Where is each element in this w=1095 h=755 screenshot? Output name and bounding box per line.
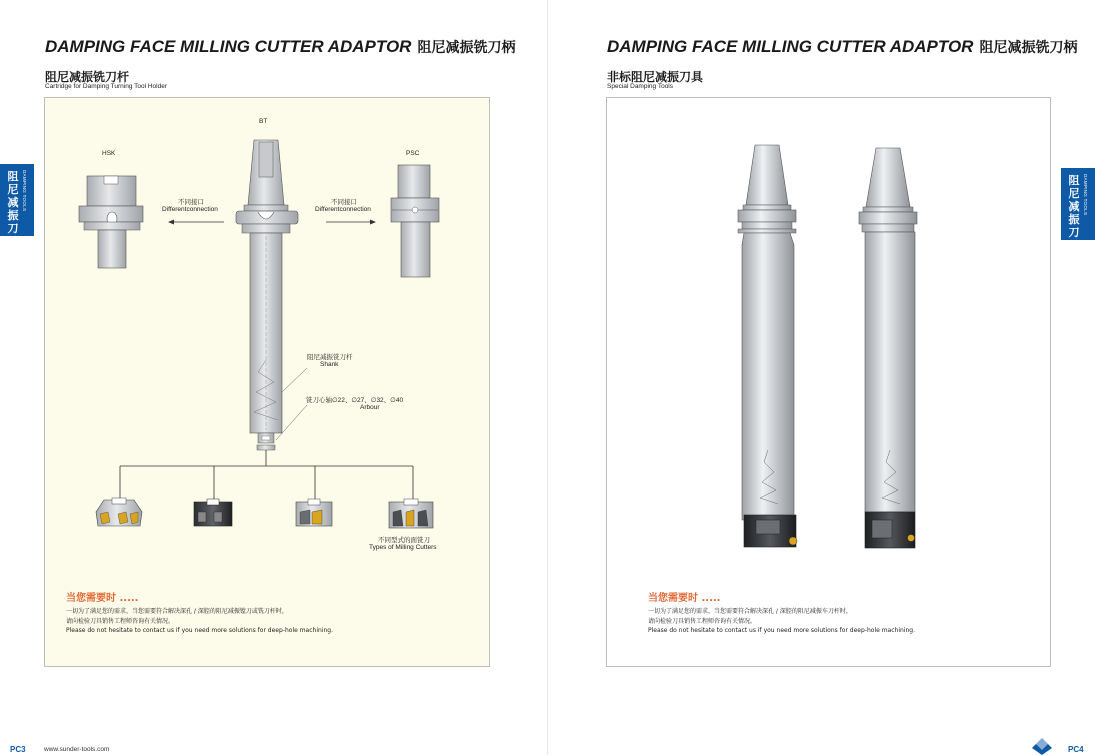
- title-en-right: DAMPING FACE MILLING CUTTER ADAPTOR: [607, 37, 974, 56]
- cta-line3-right: Please do not hesitate to contact us if you need more solutions for deep-hole machining.: [648, 627, 915, 634]
- label-psc: PSC: [406, 150, 420, 157]
- shank-label-en: Shank: [320, 361, 339, 368]
- title-cn: 阻尼减振铣刀柄: [417, 40, 516, 56]
- special-tool-1: [738, 145, 797, 547]
- connection-right-cn: 不同接口: [331, 199, 357, 206]
- section-title-cn: 阻尼减振铣刀杆: [45, 70, 130, 84]
- connection-left-en: Differentconnection: [162, 206, 218, 213]
- title-en: DAMPING FACE MILLING CUTTER ADAPTOR: [45, 37, 412, 56]
- cta-title-right: 当您需要时 .....: [648, 593, 721, 604]
- label-hsk: HSK: [102, 150, 116, 157]
- cutters-label-en: Types of Milling Cutters: [369, 544, 437, 551]
- section-title-cn-right: 非标阻尼减振刀具: [607, 70, 704, 84]
- footer-url[interactable]: www.sunder-tools.com: [44, 746, 110, 753]
- side-tab-en-right: DAMPING TOOLS: [1083, 174, 1088, 216]
- arbour-label-en: Arbour: [360, 404, 380, 411]
- cta-title-left: 当您需要时 .....: [66, 593, 139, 604]
- shank-label-cn: 阻尼减振铣刀杆: [307, 354, 353, 361]
- section-title-en-right: Special Damping Tools: [607, 83, 673, 90]
- cta-line2-right: 请向检验刀具销售工程师咨询有关情况。: [648, 618, 757, 625]
- side-tab-cn: 阻尼减振刀具: [7, 170, 19, 248]
- section-title-en: Cartridge for Damping Turning Tool Holder: [45, 83, 167, 90]
- title-cn-right: 阻尼减振铣刀柄: [979, 40, 1078, 56]
- cta-line1-left: 一切为了满足您的需求，当您需要符合解决深孔 / 深腔的阻尼减振镗刀或铣刀杆时，: [66, 608, 288, 615]
- special-tool-2: [859, 148, 917, 548]
- brand-logo-icon: [1032, 738, 1052, 755]
- side-tab-en: DAMPING TOOLS: [22, 170, 27, 212]
- cta-line3-left: Please do not hesitate to contact us if you need more solutions for deep-hole machining.: [66, 627, 333, 634]
- page-number-right: PC4: [1068, 745, 1084, 754]
- connection-left-cn: 不同接口: [178, 199, 204, 206]
- cutters-label-cn: 不同型式的面铣刀: [378, 537, 430, 544]
- connection-right-en: Differentconnection: [315, 206, 371, 213]
- page-number-left: PC3: [10, 745, 26, 754]
- label-bt: BT: [259, 118, 268, 125]
- side-tab-cn-right: 阻尼减振刀具: [1068, 174, 1080, 252]
- arbour-label-cn: 铣刀心轴∅22、∅27、∅32、∅40: [306, 397, 404, 404]
- cta-line2-left: 请向检验刀具销售工程师咨询有关情况。: [66, 618, 175, 625]
- cta-line1-right: 一切为了满足您的需求，当您需要符合解决深孔 / 深腔的阻尼减振车刀杆时，: [648, 608, 852, 615]
